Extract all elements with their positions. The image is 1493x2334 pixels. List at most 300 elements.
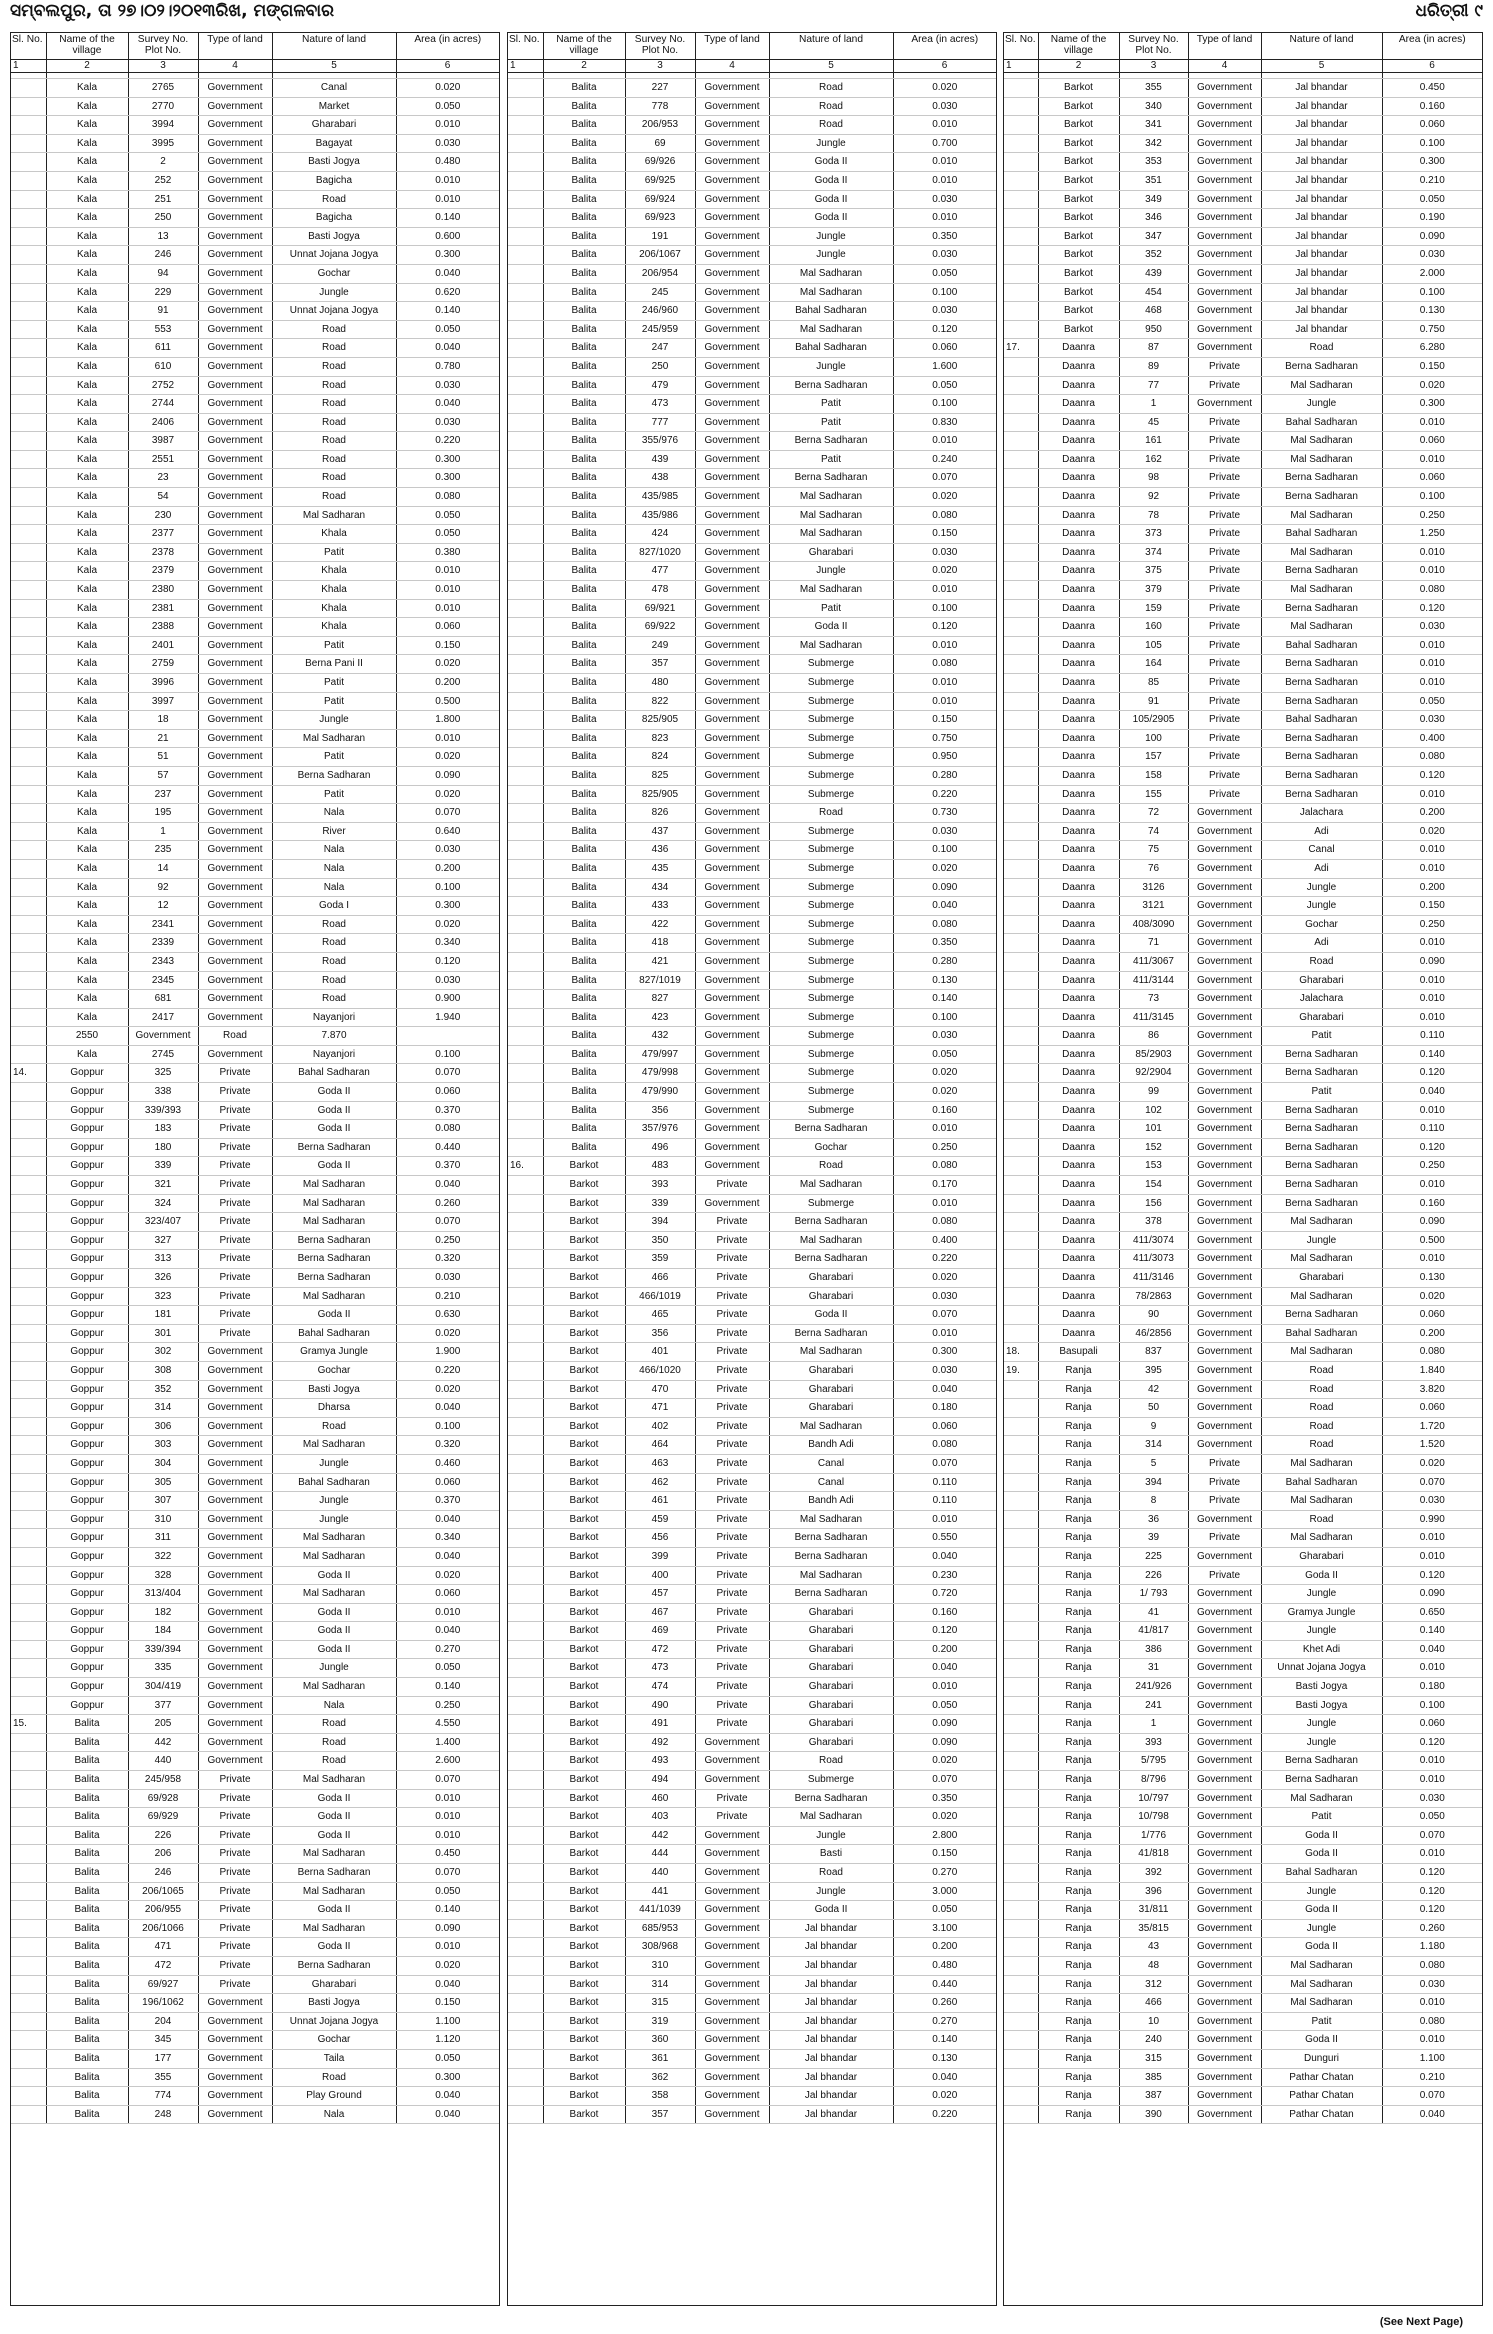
- cell-village: Balita: [46, 2012, 128, 2031]
- cell-type: Government: [695, 450, 769, 469]
- table-row: [508, 581, 996, 600]
- table-row: [1004, 766, 1482, 785]
- table-row: [11, 543, 499, 562]
- cell-village: Balita: [543, 990, 625, 1009]
- cell-type: Private: [695, 1436, 769, 1455]
- cell-village: Barkot: [543, 1696, 625, 1715]
- cell-sl: [508, 785, 543, 804]
- cell-village: Goppur: [46, 1157, 128, 1176]
- cell-type: Government: [1188, 1640, 1261, 1659]
- cell-sl: [508, 636, 543, 655]
- table-row: [1004, 357, 1482, 376]
- cell-area: 0.280: [893, 952, 996, 971]
- cell-sl: [11, 636, 46, 655]
- cell-type: Government: [198, 766, 272, 785]
- table-row: [11, 915, 499, 934]
- column-number: 1: [1004, 60, 1038, 73]
- cell-survey: 92/2904: [1119, 1064, 1188, 1083]
- cell-sl: [1004, 915, 1038, 934]
- cell-sl: [1004, 934, 1038, 953]
- cell-village: Balita: [543, 729, 625, 748]
- cell-type: Private: [198, 1083, 272, 1102]
- cell-village: Balita: [46, 2049, 128, 2068]
- cell-type: Private: [1188, 692, 1261, 711]
- cell-village: Goppur: [46, 1473, 128, 1492]
- table-row: [508, 1380, 996, 1399]
- cell-village: Kala: [46, 1008, 128, 1027]
- cell-village: Kala: [46, 97, 128, 116]
- cell-nature: Gharabari: [272, 116, 396, 135]
- cell-sl: [1004, 209, 1038, 228]
- cell-village: Ranja: [1038, 1696, 1119, 1715]
- cell-area: 0.250: [893, 1138, 996, 1157]
- cell-area: 0.110: [1382, 1120, 1482, 1139]
- cell-survey: 45: [1119, 413, 1188, 432]
- cell-type: Government: [695, 2012, 769, 2031]
- cell-village: Barkot: [543, 1176, 625, 1195]
- cell-area: 0.060: [1382, 116, 1482, 135]
- table-row: [1004, 841, 1482, 860]
- cell-sl: [1004, 599, 1038, 618]
- cell-survey: 229: [128, 283, 198, 302]
- cell-sl: 14.: [11, 1064, 46, 1083]
- table-row: [11, 246, 499, 265]
- cell-village: Balita: [543, 469, 625, 488]
- cell-sl: [508, 1752, 543, 1771]
- cell-type: Government: [1188, 1101, 1261, 1120]
- cell-type: Private: [695, 1343, 769, 1362]
- cell-village: Ranja: [1038, 1529, 1119, 1548]
- table-row: [508, 636, 996, 655]
- cell-type: Private: [1188, 766, 1261, 785]
- cell-survey: 10/797: [1119, 1789, 1188, 1808]
- cell-sl: [11, 1250, 46, 1269]
- cell-nature: Road: [1261, 952, 1382, 971]
- cell-village: Balita: [543, 859, 625, 878]
- cell-nature: Mal Sadharan: [272, 1585, 396, 1604]
- cell-sl: [508, 171, 543, 190]
- cell-survey: 307: [128, 1492, 198, 1511]
- cell-nature: Road: [769, 116, 893, 135]
- cell-survey: 183: [128, 1120, 198, 1139]
- cell-sl: [508, 1845, 543, 1864]
- cell-village: Ranja: [1038, 1771, 1119, 1790]
- cell-survey: 31: [1119, 1659, 1188, 1678]
- cell-type: Government: [695, 1994, 769, 2013]
- table-row: [1004, 1752, 1482, 1771]
- cell-type: Government: [695, 320, 769, 339]
- cell-nature: Submerge: [769, 1064, 893, 1083]
- cell-area: 0.100: [893, 599, 996, 618]
- cell-survey: 206/955: [128, 1901, 198, 1920]
- cell-survey: 435: [625, 859, 695, 878]
- cell-sl: [1004, 97, 1038, 116]
- cell-type: Private: [1188, 1473, 1261, 1492]
- cell-nature: Berna Sadharan: [1261, 1176, 1382, 1195]
- cell-survey: 10: [1119, 2012, 1188, 2031]
- cell-nature: Bahal Sadharan: [1261, 1864, 1382, 1883]
- cell-type: Government: [695, 636, 769, 655]
- cell-type: Private: [695, 1269, 769, 1288]
- cell-type: Government: [1188, 2012, 1261, 2031]
- cell-survey: 69/923: [625, 209, 695, 228]
- cell-sl: [508, 674, 543, 693]
- cell-sl: [1004, 1492, 1038, 1511]
- cell-village: Kala: [46, 729, 128, 748]
- table-row: [11, 1213, 499, 1232]
- cell-type: Government: [695, 2049, 769, 2068]
- cell-sl: [508, 729, 543, 748]
- table-row: [508, 357, 996, 376]
- cell-area: 0.030: [893, 97, 996, 116]
- cell-nature: Unnat Jojana Jogya: [1261, 1659, 1382, 1678]
- cell-nature: Mal Sadharan: [769, 283, 893, 302]
- cell-type: Government: [1188, 1901, 1261, 1920]
- cell-type: Government: [695, 246, 769, 265]
- cell-area: 0.220: [893, 785, 996, 804]
- cell-sl: [1004, 1027, 1038, 1046]
- cell-village: Balita: [46, 1975, 128, 1994]
- cell-area: 0.010: [1382, 1008, 1482, 1027]
- cell-village: Balita: [46, 1808, 128, 1827]
- header-row: [508, 33, 996, 60]
- cell-village: Kala: [46, 822, 128, 841]
- cell-survey: 89: [1119, 357, 1188, 376]
- cell-village: Goppur: [46, 1529, 128, 1548]
- cell-nature: Submerge: [769, 748, 893, 767]
- cell-type: Private: [1188, 469, 1261, 488]
- cell-village: Kala: [46, 952, 128, 971]
- cell-sl: [1004, 1045, 1038, 1064]
- cell-area: 0.100: [893, 283, 996, 302]
- table-row: [1004, 1901, 1482, 1920]
- table-row: [508, 246, 996, 265]
- cell-survey: 480: [625, 674, 695, 693]
- cell-survey: 494: [625, 1771, 695, 1790]
- cell-area: 0.120: [893, 1622, 996, 1641]
- column-number: 1: [508, 60, 543, 73]
- cell-type: Government: [1188, 1659, 1261, 1678]
- cell-nature: Mal Sadharan: [272, 1287, 396, 1306]
- cell-nature: Goda II: [769, 618, 893, 637]
- cell-village: Balita: [543, 1083, 625, 1102]
- cell-type: Government: [1188, 1287, 1261, 1306]
- table-row: [1004, 1882, 1482, 1901]
- table-row: [11, 748, 499, 767]
- cell-survey: 321: [128, 1176, 198, 1195]
- cell-sl: [508, 1938, 543, 1957]
- cell-nature: Jal bhandar: [1261, 302, 1382, 321]
- table-row: [1004, 1826, 1482, 1845]
- cell-area: 0.040: [396, 2087, 499, 2106]
- cell-area: 0.140: [1382, 1045, 1482, 1064]
- cell-type: Government: [695, 1194, 769, 1213]
- cell-type: Government: [198, 246, 272, 265]
- cell-village: Daanra: [1038, 711, 1119, 730]
- cell-sl: [508, 1064, 543, 1083]
- cell-type: Government: [695, 1826, 769, 1845]
- cell-village: Daanra: [1038, 804, 1119, 823]
- cell-village: Daanra: [1038, 674, 1119, 693]
- cell-type: Government: [198, 209, 272, 228]
- cell-area: 0.210: [1382, 171, 1482, 190]
- table-row: [508, 2068, 996, 2087]
- cell-area: 0.150: [893, 711, 996, 730]
- cell-area: 0.070: [1382, 1826, 1482, 1845]
- cell-sl: [1004, 1194, 1038, 1213]
- cell-village: Daanra: [1038, 599, 1119, 618]
- cell-survey: 1/ 793: [1119, 1585, 1188, 1604]
- cell-sl: [11, 2068, 46, 2087]
- cell-type: Government: [695, 488, 769, 507]
- cell-survey: 462: [625, 1473, 695, 1492]
- cell-village: Balita: [46, 2068, 128, 2087]
- table-row: [508, 1306, 996, 1325]
- cell-village: Barkot: [1038, 320, 1119, 339]
- cell-area: 0.010: [1382, 1845, 1482, 1864]
- table-row: [1004, 1603, 1482, 1622]
- cell-nature: Mal Sadharan: [272, 1529, 396, 1548]
- cell-area: 0.220: [893, 2105, 996, 2124]
- cell-nature: Road: [769, 79, 893, 98]
- table-row: [11, 581, 499, 600]
- cell-nature: Submerge: [769, 766, 893, 785]
- cell-sl: [1004, 1901, 1038, 1920]
- cell-area: 0.250: [1382, 915, 1482, 934]
- cell-nature: Berna Sadharan: [1261, 674, 1382, 693]
- cell-sl: [1004, 1454, 1038, 1473]
- cell-survey: 470: [625, 1380, 695, 1399]
- cell-type: Government: [1188, 934, 1261, 953]
- cell-sl: [508, 1659, 543, 1678]
- cell-area: 0.320: [396, 1250, 499, 1269]
- cell-type: Government: [695, 1864, 769, 1883]
- cell-area: 0.060: [1382, 1399, 1482, 1418]
- cell-sl: [508, 934, 543, 953]
- cell-type: Government: [1188, 264, 1261, 283]
- cell-sl: [11, 1380, 46, 1399]
- cell-area: 0.040: [893, 1380, 996, 1399]
- cell-village: Balita: [543, 748, 625, 767]
- cell-nature: Adi: [1261, 859, 1382, 878]
- cell-sl: [11, 971, 46, 990]
- newspaper-header: [10, 0, 1483, 24]
- cell-sl: [508, 748, 543, 767]
- cell-sl: [11, 1157, 46, 1176]
- cell-sl: [508, 599, 543, 618]
- cell-type: Private: [198, 1771, 272, 1790]
- cell-survey: 356: [625, 1324, 695, 1343]
- table-row: [11, 1250, 499, 1269]
- cell-survey: 394: [1119, 1473, 1188, 1492]
- table-row: [1004, 2012, 1482, 2031]
- cell-sl: [508, 971, 543, 990]
- cell-sl: [11, 1696, 46, 1715]
- cell-sl: [11, 1771, 46, 1790]
- cell-sl: [1004, 1882, 1038, 1901]
- table-row: [11, 1027, 499, 1046]
- cell-area: 0.010: [1382, 1771, 1482, 1790]
- cell-area: 0.250: [1382, 1157, 1482, 1176]
- cell-village: Daanra: [1038, 525, 1119, 544]
- table-row: [11, 822, 499, 841]
- cell-nature: Road: [1261, 1436, 1382, 1455]
- cell-survey: 2388: [128, 618, 198, 637]
- cell-survey: 385: [1119, 2068, 1188, 2087]
- cell-survey: 373: [1119, 525, 1188, 544]
- cell-type: Government: [695, 878, 769, 897]
- cell-survey: 479/998: [625, 1064, 695, 1083]
- cell-sl: [508, 1771, 543, 1790]
- cell-area: 1.120: [396, 2031, 499, 2050]
- cell-survey: 438: [625, 469, 695, 488]
- cell-area: 4.550: [396, 1715, 499, 1734]
- cell-type: Government: [198, 1008, 272, 1027]
- table-row: [508, 655, 996, 674]
- cell-survey: 393: [625, 1176, 695, 1195]
- table-row: [11, 1138, 499, 1157]
- cell-nature: Unnat Jojana Jogya: [272, 2012, 396, 2031]
- cell-type: Government: [695, 990, 769, 1009]
- cell-sl: [11, 357, 46, 376]
- cell-type: Government: [695, 543, 769, 562]
- cell-sl: [1004, 878, 1038, 897]
- cell-village: Balita: [543, 413, 625, 432]
- cell-type: Government: [695, 952, 769, 971]
- cell-village: Balita: [543, 209, 625, 228]
- cell-village: Kala: [46, 525, 128, 544]
- cell-nature: Taila: [272, 2049, 396, 2068]
- cell-sl: [508, 1231, 543, 1250]
- cell-village: Barkot: [543, 1157, 625, 1176]
- cell-type: Government: [695, 97, 769, 116]
- cell-sl: [1004, 1715, 1038, 1734]
- cell-survey: 46/2856: [1119, 1324, 1188, 1343]
- cell-village: Goppur: [46, 1380, 128, 1399]
- table-row: [508, 2105, 996, 2124]
- cell-village: Daanra: [1038, 952, 1119, 971]
- table-row: [508, 227, 996, 246]
- table-row: [1004, 674, 1482, 693]
- cell-village: Ranja: [1038, 1919, 1119, 1938]
- cell-sl: [11, 1975, 46, 1994]
- cell-area: 0.160: [893, 1101, 996, 1120]
- cell-nature: Adi: [1261, 934, 1382, 953]
- table-row: [11, 209, 499, 228]
- cell-area: 1.720: [1382, 1417, 1482, 1436]
- cell-type: Private: [198, 1269, 272, 1288]
- cell-area: 0.020: [893, 1269, 996, 1288]
- cell-village: Balita: [543, 822, 625, 841]
- cell-sl: [508, 1566, 543, 1585]
- cell-village: Ranja: [1038, 1975, 1119, 1994]
- cell-village: Goppur: [46, 1696, 128, 1715]
- cell-village: Barkot: [1038, 79, 1119, 98]
- cell-nature: Mal Sadharan: [272, 506, 396, 525]
- cell-nature: Goda II: [1261, 1826, 1382, 1845]
- cell-survey: 392: [1119, 1864, 1188, 1883]
- cell-village: Balita: [543, 915, 625, 934]
- cell-nature: Road: [1261, 339, 1382, 358]
- cell-village: Barkot: [1038, 153, 1119, 172]
- cell-nature: Goda II: [272, 1640, 396, 1659]
- cell-survey: 226: [1119, 1566, 1188, 1585]
- cell-sl: [508, 413, 543, 432]
- cell-area: 0.010: [396, 729, 499, 748]
- cell-village: Barkot: [543, 1603, 625, 1622]
- cell-sl: [508, 1622, 543, 1641]
- cell-type: Government: [1188, 2105, 1261, 2124]
- cell-area: 0.830: [893, 413, 996, 432]
- cell-village: Daanra: [1038, 1120, 1119, 1139]
- table-row: [508, 1138, 996, 1157]
- cell-village: Balita: [543, 599, 625, 618]
- cell-nature: Berna Sadharan: [1261, 748, 1382, 767]
- table-row: [1004, 320, 1482, 339]
- table-row: [11, 1176, 499, 1195]
- cell-type: Government: [198, 264, 272, 283]
- cell-area: 0.060: [396, 1473, 499, 1492]
- cell-area: 0.030: [396, 134, 499, 153]
- cell-survey: 78: [1119, 506, 1188, 525]
- cell-area: 0.260: [396, 1194, 499, 1213]
- cell-nature: Khet Adi: [1261, 1640, 1382, 1659]
- table-row: [1004, 395, 1482, 414]
- table-row: [1004, 246, 1482, 265]
- cell-nature: Gharabari: [769, 1659, 893, 1678]
- cell-sl: [11, 302, 46, 321]
- table-row: [508, 1938, 996, 1957]
- cell-sl: [11, 692, 46, 711]
- table-row: [11, 1287, 499, 1306]
- cell-nature: Road: [272, 320, 396, 339]
- cell-type: Private: [695, 1529, 769, 1548]
- cell-survey: 355/976: [625, 432, 695, 451]
- cell-nature: Berna Sadharan: [769, 1547, 893, 1566]
- cell-area: 0.070: [893, 1306, 996, 1325]
- cell-area: 2.800: [893, 1826, 996, 1845]
- cell-nature: Road: [272, 488, 396, 507]
- cell-survey: 164: [1119, 655, 1188, 674]
- cell-sl: [508, 1492, 543, 1511]
- cell-area: 0.010: [396, 1826, 499, 1845]
- table-row: [508, 1659, 996, 1678]
- table-row: [508, 302, 996, 321]
- table-row: [1004, 562, 1482, 581]
- cell-sl: [1004, 1176, 1038, 1195]
- cell-village: Kala: [46, 562, 128, 581]
- table-row: [1004, 748, 1482, 767]
- cell-survey: 69/929: [128, 1808, 198, 1827]
- table-row: [1004, 469, 1482, 488]
- cell-area: 0.210: [1382, 2068, 1482, 2087]
- cell-survey: 245: [625, 283, 695, 302]
- cell-village: Ranja: [1038, 1399, 1119, 1418]
- cell-village: Balita: [46, 1752, 128, 1771]
- cell-area: 0.090: [396, 1919, 499, 1938]
- cell-area: 0.230: [893, 1566, 996, 1585]
- cell-survey: 374: [1119, 543, 1188, 562]
- column-number: 6: [396, 60, 499, 73]
- cell-sl: [11, 469, 46, 488]
- table-row: [1004, 227, 1482, 246]
- table-row: [11, 153, 499, 172]
- cell-sl: [508, 2105, 543, 2124]
- cell-area: 0.090: [1382, 1213, 1482, 1232]
- cell-survey: 411/3067: [1119, 952, 1188, 971]
- table-row: [508, 339, 996, 358]
- cell-area: 0.270: [893, 2012, 996, 2031]
